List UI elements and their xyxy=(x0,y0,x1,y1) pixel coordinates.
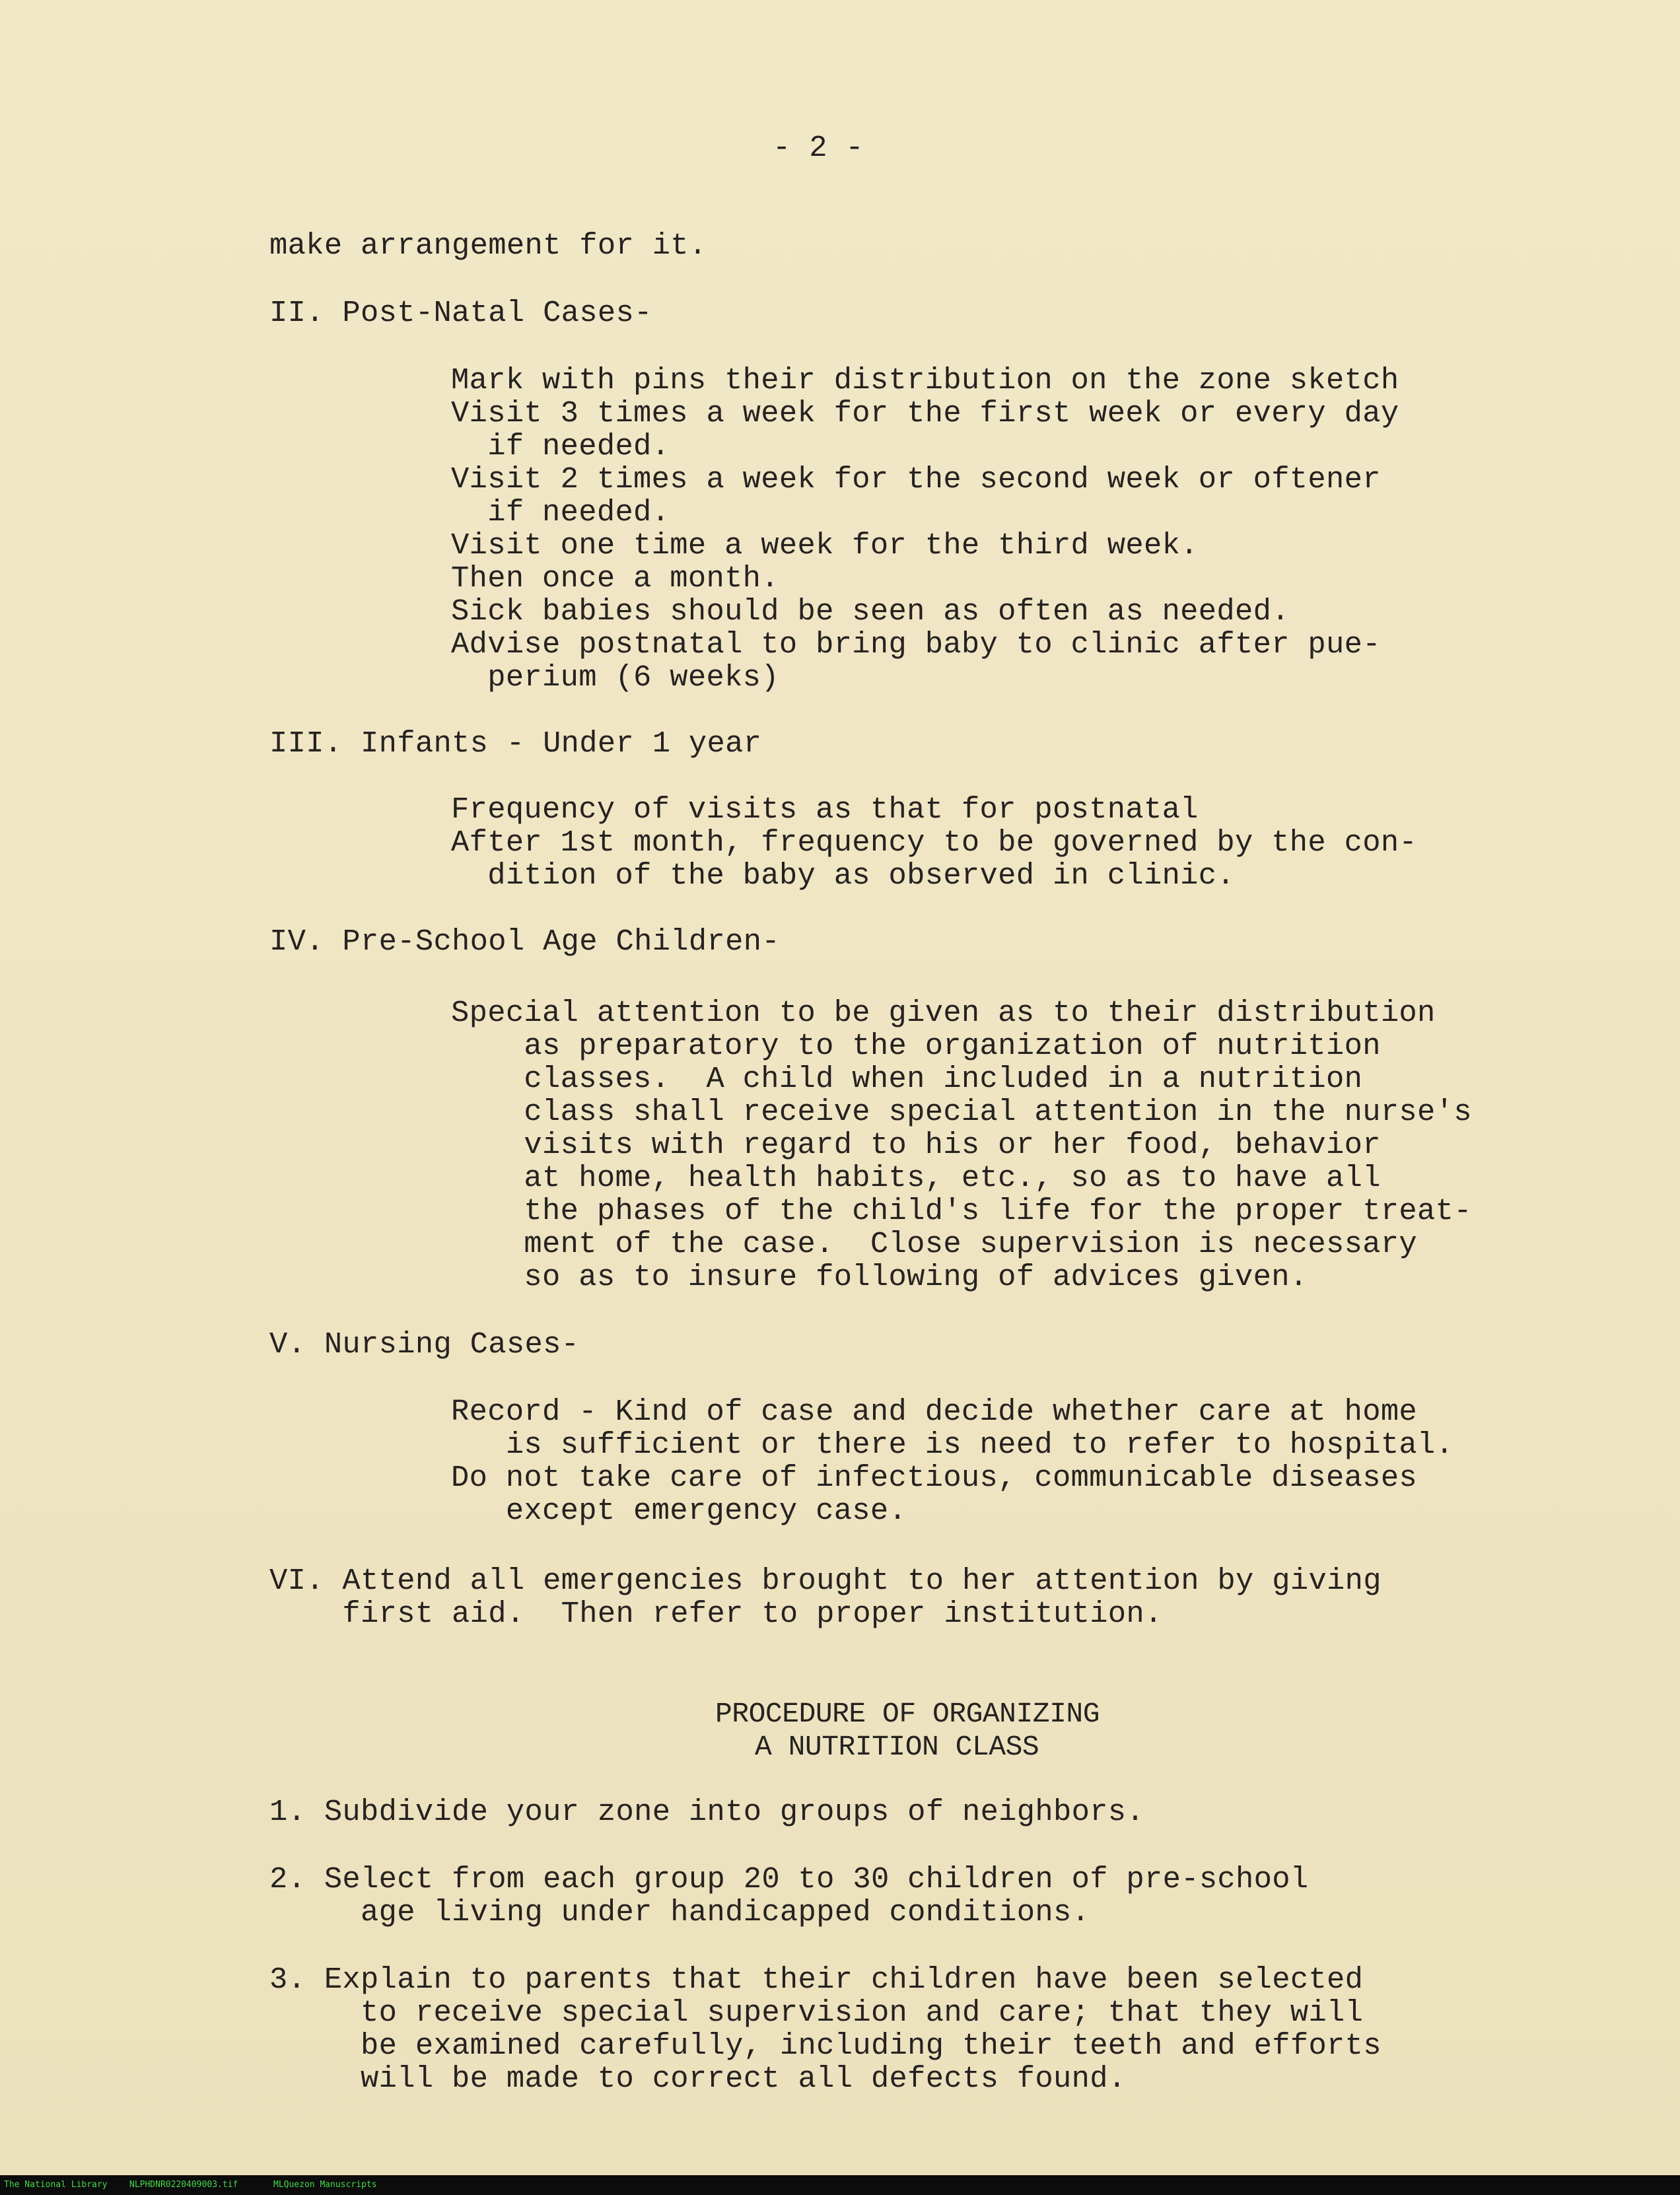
page-number: - 2 - xyxy=(773,131,864,165)
footer-filename: NLPHDNR0220409003.tif xyxy=(129,2180,238,2190)
post-natal-line: Visit 2 times a week for the second week or oftener xyxy=(451,462,1381,497)
procedure-step: 3. Explain to parents that their children have been selected xyxy=(269,1963,1364,1997)
post-natal-line: Sick babies should be seen as often as needed. xyxy=(451,594,1290,629)
procedure-step: be examined carefully, including their teeth and efforts xyxy=(269,2029,1382,2063)
infants-line: dition of the baby as observed in clinic. xyxy=(451,858,1235,893)
post-natal-line: Visit one time a week for the third week. xyxy=(451,528,1199,563)
emergencies-line: VI. Attend all emergencies brought to her attention by giving xyxy=(269,1564,1382,1598)
intro-line: make arrangement for it. xyxy=(269,228,707,263)
section-heading-post-natal: II. Post-Natal Cases- xyxy=(269,296,652,330)
footer-collection: MLQuezon Manuscripts xyxy=(273,2180,377,2190)
post-natal-line: Advise postnatal to bring baby to clinic after pue- xyxy=(451,627,1381,662)
nursing-line: Record - Kind of case and decide whether care at home xyxy=(451,1395,1418,1429)
pre-school-line: visits with regard to his or her food, behavior xyxy=(451,1128,1381,1162)
pre-school-line: ment of the case. Close supervision is necessary xyxy=(451,1227,1418,1261)
infants-line: Frequency of visits as that for postnatal xyxy=(451,792,1199,827)
pre-school-line: so as to insure following of advices given. xyxy=(451,1260,1308,1294)
nursing-line: Do not take care of infectious, communicable diseases xyxy=(451,1461,1418,1495)
post-natal-line: perium (6 weeks) xyxy=(451,660,779,695)
procedure-step: 1. Subdivide your zone into groups of neighbors. xyxy=(269,1795,1145,1829)
procedure-step: age living under handicapped conditions. xyxy=(269,1895,1090,1930)
nursing-line: is sufficient or there is need to refer to hospital. xyxy=(451,1428,1454,1462)
post-natal-line: Then once a month. xyxy=(451,561,779,596)
infants-line: After 1st month, frequency to be governed by the con- xyxy=(451,825,1418,860)
post-natal-line: Mark with pins their distribution on the zone sketch xyxy=(451,363,1399,398)
pre-school-line: classes. A child when included in a nutrition xyxy=(451,1062,1363,1096)
procedure-step: to receive special supervision and care; that they will xyxy=(269,1996,1364,2030)
procedure-title-line2: A NUTRITION CLASS xyxy=(755,1731,1039,1763)
pre-school-line: as preparatory to the organization of nutrition xyxy=(451,1029,1381,1063)
post-natal-line: if needed. xyxy=(451,495,670,530)
pre-school-line: the phases of the child's life for the proper treat- xyxy=(451,1194,1472,1228)
post-natal-line: Visit 3 times a week for the first week or every day xyxy=(451,396,1399,431)
procedure-step: will be made to correct all defects found. xyxy=(269,2062,1127,2096)
archive-footer xyxy=(0,2175,1680,2195)
pre-school-line: at home, health habits, etc., so as to have all xyxy=(451,1161,1381,1195)
section-heading-pre-school: IV. Pre-School Age Children- xyxy=(269,924,780,959)
nursing-line: except emergency case. xyxy=(451,1494,907,1528)
post-natal-line: if needed. xyxy=(451,429,670,464)
pre-school-line: Special attention to be given as to their distribution xyxy=(451,996,1436,1030)
section-heading-nursing: V. Nursing Cases- xyxy=(269,1327,580,1362)
emergencies-line: first aid. Then refer to proper institution. xyxy=(269,1597,1163,1631)
footer-library: The National Library xyxy=(4,2180,108,2190)
procedure-step: 2. Select from each group 20 to 30 children of pre-school xyxy=(269,1862,1309,1897)
section-heading-infants: III. Infants - Under 1 year xyxy=(269,726,762,761)
procedure-title-line1: PROCEDURE OF ORGANIZING xyxy=(715,1698,1100,1730)
pre-school-line: class shall receive special attention in the nurse's xyxy=(451,1095,1472,1129)
